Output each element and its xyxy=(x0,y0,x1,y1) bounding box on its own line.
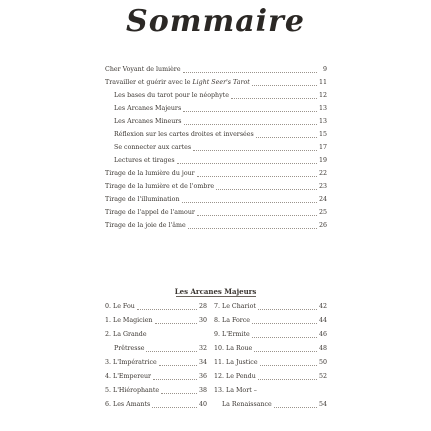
arcana-entry-label: La Renaissance xyxy=(222,401,272,408)
leader-dots xyxy=(184,124,317,125)
arcana-entry-label: 13. La Mort – xyxy=(214,387,257,394)
toc-entry-label-italic: Light Seer's Tarot xyxy=(192,79,250,86)
page-title: Sommaire xyxy=(126,4,305,39)
leader-dots xyxy=(258,379,317,380)
arcana-entry[interactable] xyxy=(105,303,207,311)
toc-entry[interactable] xyxy=(105,222,327,230)
arcana-entry-page: 32 xyxy=(198,345,207,352)
toc-entry[interactable] xyxy=(105,196,327,204)
toc-entry-label: Réflexion sur les cartes droites et inversées xyxy=(114,131,254,138)
toc-entry-page: 15 xyxy=(318,131,327,138)
leader-dots xyxy=(155,323,197,324)
leader-dots xyxy=(252,85,317,86)
arcana-entry[interactable] xyxy=(214,387,327,395)
arcana-entry-label: 6. Les Amants xyxy=(105,401,151,408)
toc-entry-page: 23 xyxy=(318,183,327,190)
leader-dots xyxy=(161,393,197,394)
toc-entry[interactable] xyxy=(114,144,327,152)
arcana-entry-label: 10. La Roue xyxy=(214,345,253,352)
toc-entry-label: Tirage de l'appel de l'amour xyxy=(105,209,195,216)
leader-dots xyxy=(274,407,317,408)
arcana-entry-label: 7. Le Chariot xyxy=(214,303,256,310)
leader-dots xyxy=(193,150,317,151)
leader-dots xyxy=(252,323,317,324)
leader-dots xyxy=(146,351,197,352)
leader-dots xyxy=(216,189,317,190)
toc-entry-page: 22 xyxy=(318,170,327,177)
arcana-entry-label: 1. Le Magicien xyxy=(105,317,153,324)
toc-entry-page: 19 xyxy=(318,157,327,164)
toc-entry-label: Tirage de la lumière du jour xyxy=(105,170,195,177)
arcana-entry-label: 12. Le Pendu xyxy=(214,373,256,380)
toc-entry-label: Tirage de la lumière et de l'ombre xyxy=(105,183,215,190)
toc-entry-label: Se connecter aux cartes xyxy=(114,144,192,151)
leader-dots xyxy=(153,379,197,380)
toc-entry[interactable] xyxy=(105,183,327,191)
arcana-entry-page: 38 xyxy=(198,387,207,394)
toc-entry-label: Les Arcanes Mineurs xyxy=(114,118,182,125)
arcana-entry-page: 48 xyxy=(318,345,327,352)
leader-dots xyxy=(137,309,197,310)
arcana-entry-label: 8. La Force xyxy=(214,317,251,324)
leader-dots xyxy=(183,72,317,73)
toc-entry[interactable] xyxy=(114,157,327,165)
leader-dots xyxy=(197,176,317,177)
arcana-entry-label: 5. L'Hiérophante xyxy=(105,387,160,394)
arcana-entry-page: 34 xyxy=(198,359,207,366)
arcana-entry[interactable] xyxy=(114,345,207,353)
arcana-entry-label: 11. La Justice xyxy=(214,359,258,366)
toc-entry[interactable] xyxy=(105,79,327,87)
toc-entry-page: 26 xyxy=(318,222,327,229)
arcana-entry-label: 4. L'Empereur xyxy=(105,373,152,380)
arcana-entry-label: 9. L'Ermite xyxy=(214,331,250,338)
toc-entry[interactable] xyxy=(114,105,327,113)
arcana-entry[interactable] xyxy=(214,317,327,325)
toc-entry-page: 12 xyxy=(318,92,327,99)
toc-entry-page: 9 xyxy=(322,66,327,73)
arcana-entry-page: 44 xyxy=(318,317,327,324)
toc-entry-label: Travailler et guérir avec le xyxy=(105,79,193,86)
leader-dots xyxy=(258,309,317,310)
toc-entry[interactable] xyxy=(114,118,327,126)
toc-entry-label: Les Arcanes Majeurs xyxy=(114,105,182,112)
toc-entry[interactable] xyxy=(105,66,327,74)
leader-dots xyxy=(183,111,317,112)
toc-entry-page: 25 xyxy=(318,209,327,216)
leader-dots xyxy=(252,337,317,338)
arcana-entry[interactable] xyxy=(214,345,327,353)
toc-entry-page: 17 xyxy=(318,144,327,151)
leader-dots xyxy=(254,351,317,352)
toc-entry-page: 13 xyxy=(318,118,327,125)
arcana-entry-page: 36 xyxy=(198,373,207,380)
leader-dots xyxy=(177,163,317,164)
toc-entry-label: Les bases du tarot pour le néophyte xyxy=(114,92,229,99)
arcana-entry[interactable] xyxy=(214,303,327,311)
leader-dots xyxy=(260,365,317,366)
toc-entry-label: Tirage de l'illumination xyxy=(105,196,180,203)
leader-dots xyxy=(152,407,197,408)
arcana-entry-page: 42 xyxy=(318,303,327,310)
arcana-entry-page: 54 xyxy=(318,401,327,408)
arcana-entry[interactable] xyxy=(214,359,327,367)
toc-entry-label: Lectures et tirages xyxy=(114,157,175,164)
toc-entry[interactable] xyxy=(114,131,327,139)
toc-entry-label: Tirage de la joie de l'âme xyxy=(105,222,186,229)
section-heading-major-arcana: Les Arcanes Majeurs xyxy=(174,287,257,296)
toc-entry-page: 24 xyxy=(318,196,327,203)
arcana-entry[interactable] xyxy=(105,373,207,381)
leader-dots xyxy=(159,365,197,366)
arcana-entry[interactable] xyxy=(222,401,327,409)
toc-entry-label: Cher Voyant de lumière xyxy=(105,66,181,73)
leader-dots xyxy=(182,202,317,203)
arcana-entry[interactable] xyxy=(105,317,207,325)
toc-entry[interactable] xyxy=(105,209,327,217)
arcana-entry[interactable] xyxy=(105,331,207,339)
heading-underline xyxy=(176,296,256,297)
toc-entry[interactable] xyxy=(105,170,327,178)
leader-dots xyxy=(231,98,317,99)
arcana-entry-label: 0. Le Fou xyxy=(105,303,135,310)
arcana-entry-label: Prêtresse xyxy=(114,345,145,352)
arcana-entry[interactable] xyxy=(214,331,327,339)
arcana-entry-label: 3. L'Impératrice xyxy=(105,359,157,366)
toc-entry-page: 13 xyxy=(318,105,327,112)
arcana-entry-label: 2. La Grande xyxy=(105,331,147,338)
leader-dots xyxy=(256,137,317,138)
arcana-entry[interactable] xyxy=(105,359,207,367)
arcana-entry-page: 52 xyxy=(318,373,327,380)
arcana-entry-page: 46 xyxy=(318,331,327,338)
leader-dots xyxy=(188,228,317,229)
arcana-entry[interactable] xyxy=(105,387,207,395)
arcana-entry-page: 40 xyxy=(198,401,207,408)
leader-dots xyxy=(197,215,317,216)
arcana-entry[interactable] xyxy=(214,373,327,381)
arcana-entry-page: 30 xyxy=(198,317,207,324)
arcana-entry-page: 28 xyxy=(198,303,207,310)
toc-entry-page: 11 xyxy=(318,79,327,86)
arcana-entry-page: 50 xyxy=(318,359,327,366)
toc-entry[interactable] xyxy=(114,92,327,100)
arcana-entry[interactable] xyxy=(105,401,207,409)
